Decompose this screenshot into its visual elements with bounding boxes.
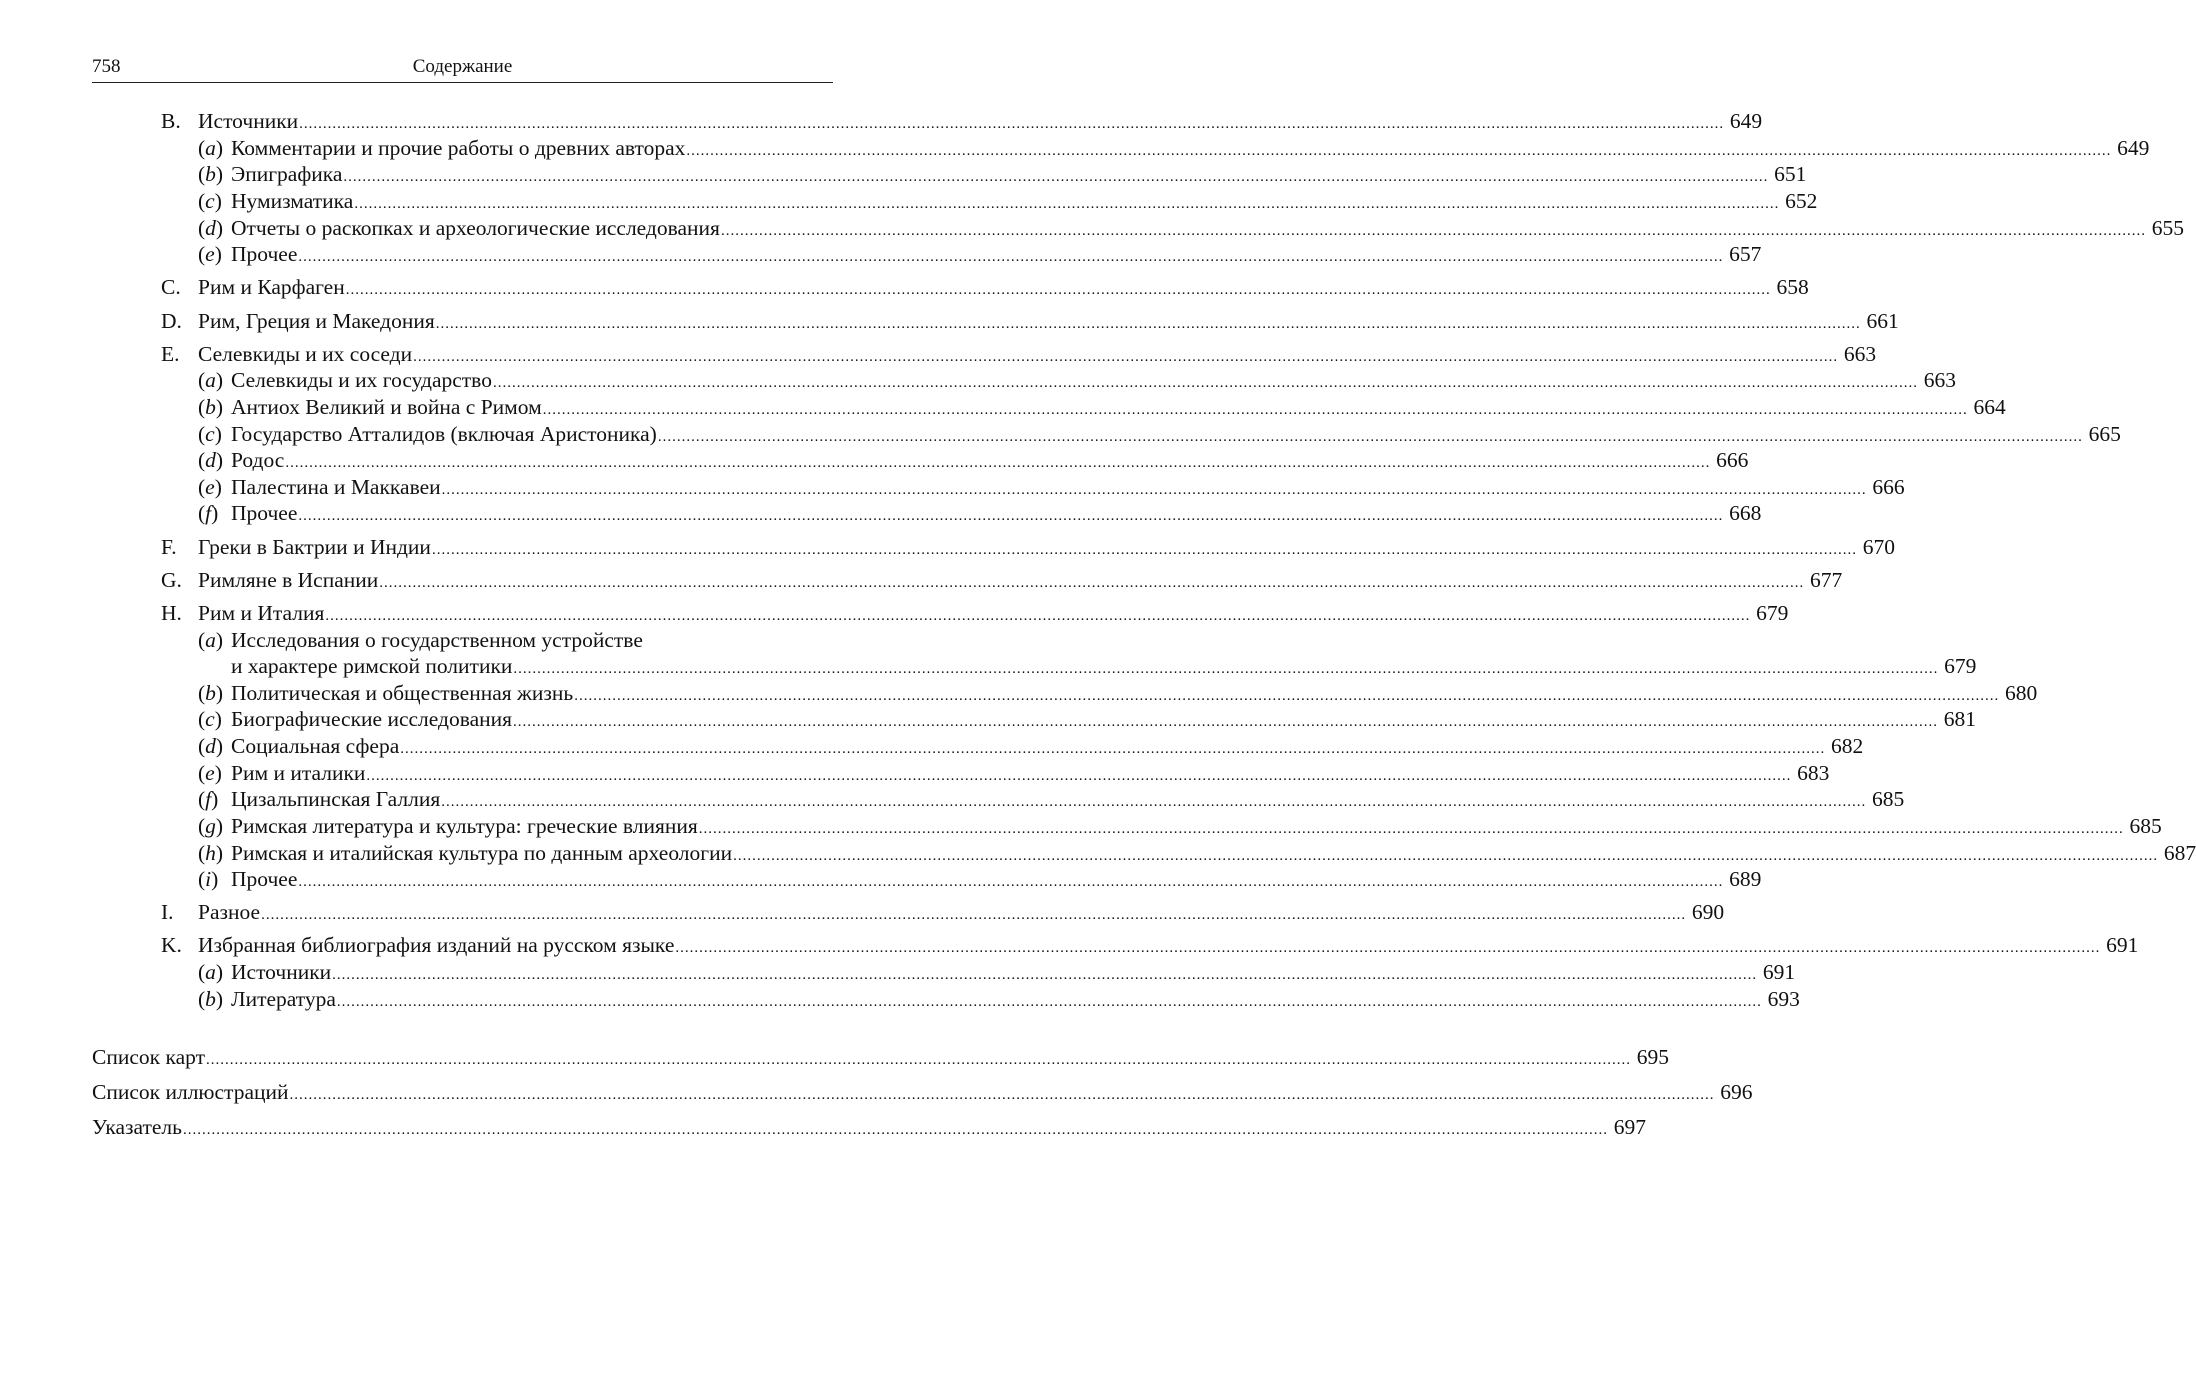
toc-entry-title: Список карт xyxy=(92,1045,205,1069)
toc-entry[interactable] xyxy=(161,274,1809,300)
toc-entry-page: 665 xyxy=(2088,422,2121,446)
dot-leader: ............................................................................................................................................................................................................................................................................................................ xyxy=(298,249,1724,265)
toc-entry-title: Антиох Великий и война с Римом xyxy=(231,395,542,419)
toc-entry[interactable] xyxy=(161,341,1877,367)
toc-entry-page: 693 xyxy=(1767,987,1800,1011)
toc-entry-letter: c xyxy=(205,189,215,213)
toc-entry-label: (a) xyxy=(198,627,224,652)
toc-entry[interactable] xyxy=(198,959,1796,985)
toc-entry-page: 652 xyxy=(1785,189,1818,213)
toc-entry-title: Селевкиды и их государство xyxy=(231,368,492,392)
toc-entry-title: Указатель xyxy=(92,1115,182,1139)
toc-entry-letter: b xyxy=(205,162,216,186)
toc-entry-letter: d xyxy=(205,734,216,758)
dot-leader: ............................................................................................................................................................................................................................................................................................................ xyxy=(733,848,2159,864)
dot-leader: ............................................................................................................................................................................................................................................................................................................ xyxy=(686,143,2112,159)
toc-entry[interactable] xyxy=(198,421,2121,447)
dot-leader: ............................................................................................................................................................................................................................................................................................................ xyxy=(492,375,1918,391)
dot-leader: ............................................................................................................................................................................................................................................................................................................ xyxy=(354,196,1780,212)
toc-entry-title: Отчеты о раскопках и археологические исследования xyxy=(231,216,720,240)
dot-leader: ............................................................................................................................................................................................................................................................................................................ xyxy=(379,575,1805,591)
toc-entry-label: (e) xyxy=(198,242,222,266)
toc-entry-page: 670 xyxy=(1862,535,1895,559)
toc-entry-letter: e xyxy=(205,761,215,785)
toc-entry-title: Социальная сфера xyxy=(231,734,400,758)
toc-entry-title: Цизальпинская Галлия xyxy=(231,787,441,811)
dot-leader: ............................................................................................................................................................................................................................................................................................................ xyxy=(325,608,1751,624)
toc-entry[interactable] xyxy=(198,680,2038,706)
toc-entry-page: 666 xyxy=(1872,475,1905,499)
toc-entry-title: Государство Атталидов (включая Аристоника) xyxy=(231,422,657,446)
toc-entry-label: (b) xyxy=(198,681,224,705)
dot-leader: ............................................................................................................................................................................................................................................................................................................ xyxy=(413,349,1839,365)
toc-entry-page: 682 xyxy=(1831,734,1864,758)
toc-entry-label: (e) xyxy=(198,475,222,499)
toc-entry-page: 685 xyxy=(2129,814,2162,838)
dot-leader: ............................................................................................................................................................................................................................................................................................................ xyxy=(574,688,2000,704)
toc-entry[interactable] xyxy=(198,161,1807,187)
toc-entry-title: Римская и италийская культура по данным археологии xyxy=(231,841,733,865)
toc-entry-title: Источники xyxy=(231,960,332,984)
toc-entry-letter: b xyxy=(205,681,216,705)
toc-entry[interactable] xyxy=(198,786,1905,812)
toc-entry-page: 649 xyxy=(1729,109,1763,133)
toc-entry-page: 681 xyxy=(1943,707,1977,731)
toc-entry-label: (c) xyxy=(198,422,222,446)
toc-entry-title: Биографические исследования xyxy=(231,707,513,731)
toc-entry-label: (c) xyxy=(198,189,222,213)
toc-entry-page: 680 xyxy=(2004,681,2038,705)
toc-entry-page: 649 xyxy=(2117,136,2150,160)
toc-entry-title: Источники xyxy=(198,109,299,133)
toc-entry-label: (f) xyxy=(198,501,219,525)
toc-entry-title: Рим, Греция и Македония xyxy=(198,309,435,333)
toc-entry[interactable] xyxy=(161,899,1725,925)
toc-entry[interactable] xyxy=(198,188,1818,214)
toc-entry[interactable] xyxy=(198,760,1830,786)
toc-entry-page: 689 xyxy=(1729,867,1762,891)
dot-leader: ............................................................................................................................................................................................................................................................................................................ xyxy=(441,482,1867,498)
toc-entry[interactable] xyxy=(198,986,1800,1012)
toc-entry-label: I. xyxy=(161,900,174,924)
toc-entry-title-line: Исследования о государственном устройстве xyxy=(231,627,643,652)
toc-entry-letter: b xyxy=(205,395,216,419)
toc-entry-page: 683 xyxy=(1797,761,1830,785)
dot-leader: ............................................................................................................................................................................................................................................................................................................ xyxy=(336,994,1762,1010)
toc-entry-label: (b) xyxy=(198,395,224,419)
dot-leader: ............................................................................................................................................................................................................................................................................................................ xyxy=(343,169,1769,185)
toc-entry-title: Литература xyxy=(231,987,336,1011)
toc-entry-page: 695 xyxy=(1636,1045,1669,1069)
toc-entry-letter: a xyxy=(205,136,216,160)
toc-entry-page: 691 xyxy=(1762,960,1796,984)
toc-entry-title: Римская литература и культура: греческие влияния xyxy=(231,814,698,838)
toc-entry-label: (d) xyxy=(198,734,224,758)
toc-entry-page: 697 xyxy=(1613,1115,1646,1139)
toc-entry[interactable] xyxy=(198,840,2196,866)
toc-entry-label: E. xyxy=(161,342,180,366)
page-number: 758 xyxy=(92,56,121,77)
toc-entry-letter: b xyxy=(205,987,216,1011)
toc-entry-letter: a xyxy=(205,368,216,392)
toc-entry-page: 679 xyxy=(1756,601,1789,625)
toc-entry-page: 696 xyxy=(1720,1080,1753,1104)
toc-entry-title: Палестина и Маккавеи xyxy=(231,475,441,499)
toc-entry-page: 691 xyxy=(2106,933,2139,957)
toc-entry[interactable] xyxy=(198,135,2150,161)
toc-entry-label: C. xyxy=(161,275,181,299)
toc-entry[interactable] xyxy=(198,367,1956,393)
toc-entry-letter: i xyxy=(205,867,212,891)
toc-entry-label: (b) xyxy=(198,162,224,186)
toc-entry-title: Римляне в Испании xyxy=(198,568,379,592)
toc-entry[interactable] xyxy=(198,474,1905,500)
toc-entry-title: Избранная библиография изданий на русском языке xyxy=(198,933,675,957)
toc-entry-letter: d xyxy=(205,448,216,472)
dot-leader: ............................................................................................................................................................................................................................................................................................................ xyxy=(182,1122,1608,1138)
toc-entry-title: Разное xyxy=(198,900,261,924)
toc-entry-label: (a) xyxy=(198,136,224,160)
toc-entry[interactable] xyxy=(198,813,2162,839)
dot-leader: ............................................................................................................................................................................................................................................................................................................ xyxy=(298,874,1724,890)
toc-entry-page: 655 xyxy=(2151,216,2184,240)
toc-entry-label: B. xyxy=(161,109,181,133)
toc-entry[interactable] xyxy=(198,394,2006,420)
toc-entry-label: D. xyxy=(161,309,182,333)
toc-entry-label: (c) xyxy=(198,707,222,731)
toc-entry-letter: e xyxy=(205,242,215,266)
toc-entry-letter: g xyxy=(205,814,216,838)
toc-entry[interactable] xyxy=(161,932,2139,958)
toc-entry[interactable] xyxy=(92,1114,1646,1140)
toc-entry-label: F. xyxy=(161,535,177,559)
toc-entry-letter: c xyxy=(205,707,215,731)
toc-entry-label: (b) xyxy=(198,987,224,1011)
dot-leader: ............................................................................................................................................................................................................................................................................................................ xyxy=(332,967,1758,983)
toc-entry-letter: d xyxy=(205,216,216,240)
toc-entry-title: Рим и италики xyxy=(231,761,366,785)
toc-entry[interactable] xyxy=(161,600,1789,626)
toc-entry[interactable] xyxy=(198,866,1762,892)
toc-entry-letter: a xyxy=(205,627,216,652)
toc-entry-title: Комментарии и прочие работы о древних авторах xyxy=(231,136,686,160)
dot-leader: ............................................................................................................................................................................................................................................................................................................ xyxy=(698,821,2124,837)
dot-leader: ............................................................................................................................................................................................................................................................................................................ xyxy=(542,402,1968,418)
toc-entry-title: Прочее xyxy=(231,242,298,266)
dot-leader: ............................................................................................................................................................................................................................................................................................................ xyxy=(435,316,1861,332)
toc-entry-page: 685 xyxy=(1872,787,1905,811)
toc-entry[interactable] xyxy=(161,108,1763,134)
toc-entry-letter: f xyxy=(205,787,212,811)
toc-entry[interactable] xyxy=(161,567,1843,593)
toc-entry-page: 657 xyxy=(1729,242,1762,266)
running-header xyxy=(92,56,833,83)
toc-entry-page: 677 xyxy=(1810,568,1843,592)
toc-entry-label: K. xyxy=(161,933,182,957)
toc-entry-title: Эпиграфика xyxy=(231,162,343,186)
toc-entry-title: Прочее xyxy=(231,501,298,525)
dot-leader: ............................................................................................................................................................................................................................................................................................................ xyxy=(261,907,1687,923)
dot-leader: ............................................................................................................................................................................................................................................................................................................ xyxy=(657,429,2083,445)
toc-entry-title: Нумизматика xyxy=(231,189,354,213)
toc-entry-page: 658 xyxy=(1776,275,1809,299)
toc-entry[interactable] xyxy=(198,241,1762,267)
dot-leader: ............................................................................................................................................................................................................................................................................................................ xyxy=(289,1087,1715,1103)
dot-leader: ............................................................................................................................................................................................................................................................................................................ xyxy=(345,282,1771,298)
toc-entry-title: Родос xyxy=(231,448,285,472)
toc-entry[interactable] xyxy=(92,1079,1753,1105)
dot-leader: ............................................................................................................................................................................................................................................................................................................ xyxy=(675,940,2101,956)
dot-leader: ............................................................................................................................................................................................................................................................................................................ xyxy=(299,116,1725,132)
toc-entry[interactable] xyxy=(161,534,1895,560)
toc-entry-page: 666 xyxy=(1716,448,1749,472)
toc-entry-page: 661 xyxy=(1866,309,1899,333)
toc-entry-letter: f xyxy=(205,501,212,525)
toc-entry-label: G. xyxy=(161,568,182,592)
toc-entry-label: (i) xyxy=(198,867,219,891)
toc-entry-page: 687 xyxy=(2163,841,2196,865)
toc-entry-letter: h xyxy=(205,841,216,865)
toc-entry-label: (d) xyxy=(198,448,224,472)
dot-leader: ............................................................................................................................................................................................................................................................................................................ xyxy=(366,768,1792,784)
toc-entry-title: Список иллюстраций xyxy=(92,1080,289,1104)
toc-entry-page: 690 xyxy=(1691,900,1725,924)
toc-entry-letter: a xyxy=(205,960,216,984)
toc-entry-label: (a) xyxy=(198,960,224,984)
toc-entry-title: Прочее xyxy=(231,867,298,891)
toc-entry-page: 663 xyxy=(1923,368,1956,392)
toc-entry-letter: e xyxy=(205,475,215,499)
dot-leader: ............................................................................................................................................................................................................................................................................................................ xyxy=(298,508,1724,524)
toc-entry[interactable] xyxy=(231,653,1977,679)
toc-entry[interactable] xyxy=(198,706,1977,732)
toc-entry-title: Рим и Карфаген xyxy=(198,275,345,299)
toc-entry-label: (g) xyxy=(198,814,224,838)
toc-entry-title: Рим и Италия xyxy=(198,601,325,625)
dot-leader: ............................................................................................................................................................................................................................................................................................................ xyxy=(431,542,1857,558)
toc-entry[interactable] xyxy=(198,500,1762,526)
toc-entry-page: 663 xyxy=(1843,342,1877,366)
toc-entry[interactable] xyxy=(198,447,1749,473)
toc-entry-label: (h) xyxy=(198,841,224,865)
toc-entry-label: (e) xyxy=(198,761,222,785)
toc-entry-page: 664 xyxy=(1973,395,2006,419)
toc-entry[interactable] xyxy=(92,1044,1669,1070)
running-title: Содержание xyxy=(412,56,513,77)
toc-entry-title: Политическая и общественная жизнь xyxy=(231,681,574,705)
toc-entry[interactable] xyxy=(198,733,1864,759)
dot-leader: ............................................................................................................................................................................................................................................................................................................ xyxy=(441,794,1867,810)
toc-entry-page: 668 xyxy=(1729,501,1762,525)
dot-leader: ............................................................................................................................................................................................................................................................................................................ xyxy=(400,741,1826,757)
toc-entry-title: Селевкиды и их соседи xyxy=(198,342,413,366)
toc-entry-label: H. xyxy=(161,601,182,625)
toc-entry-label: (d) xyxy=(198,216,224,240)
toc-entry-label: (f) xyxy=(198,787,219,811)
dot-leader: ............................................................................................................................................................................................................................................................................................................ xyxy=(206,1052,1631,1068)
toc-entry-label: (a) xyxy=(198,368,224,392)
dot-leader: ............................................................................................................................................................................................................................................................................................................ xyxy=(513,714,1939,730)
toc-entry[interactable] xyxy=(161,308,1899,334)
toc-entry-page: 679 xyxy=(1944,654,1977,678)
dot-leader: ............................................................................................................................................................................................................................................................................................................ xyxy=(720,223,2146,239)
toc-entry-title: и характере римской политики xyxy=(231,654,513,678)
toc-entry-title: Греки в Бактрии и Индии xyxy=(198,535,431,559)
toc-entry-letter: c xyxy=(205,422,215,446)
dot-leader: ............................................................................................................................................................................................................................................................................................................ xyxy=(513,661,1939,677)
toc-entry-page: 651 xyxy=(1774,162,1807,186)
toc-entry[interactable] xyxy=(198,215,2184,241)
dot-leader: ............................................................................................................................................................................................................................................................................................................ xyxy=(285,455,1711,471)
